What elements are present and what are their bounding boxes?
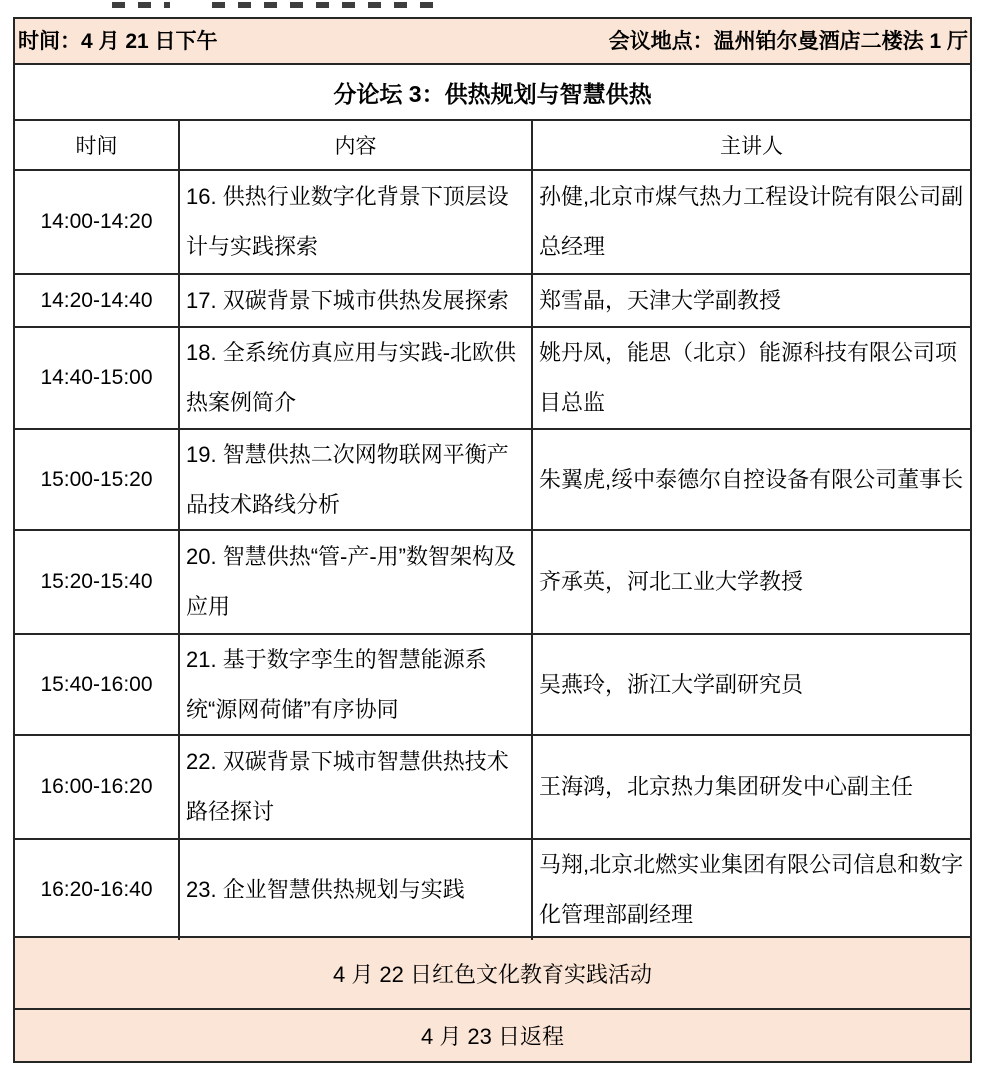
- table-row: [15, 169, 970, 273]
- content-cell: 21. 基于数字孪生的智慧能源系统“源网荷储”有序协同: [178, 635, 531, 735]
- content-cell: 22. 双碳背景下城市智慧供热技术路径探讨: [178, 736, 531, 838]
- column-header-speaker: 主讲人: [531, 121, 970, 169]
- forum-title: 分论坛 3：供热规划与智慧供热: [333, 80, 652, 107]
- time-cell: 15:20-15:40: [40, 570, 153, 593]
- forum-title-row: [15, 63, 970, 119]
- time-cell: 14:00-14:20: [40, 210, 153, 233]
- time-cell: 14:40-15:00: [40, 366, 153, 389]
- table-row: [15, 838, 970, 936]
- agenda-table: [13, 17, 972, 1063]
- venue-label: 会议地点：温州铂尔曼酒店二楼法 1 厅: [608, 29, 968, 53]
- return-row: [15, 1008, 970, 1061]
- time-cell: 15:00-15:20: [40, 468, 153, 491]
- speaker-cell: 齐承英，河北工业大学教授: [531, 531, 970, 633]
- time-cell: 16:00-16:20: [40, 775, 153, 798]
- content-cell: 19. 智慧供热二次网物联网平衡产品技术路线分析: [178, 430, 531, 530]
- speaker-cell: 王海鸿，北京热力集团研发中心副主任: [531, 736, 970, 838]
- speaker-cell: 姚丹凤，能思（北京）能源科技有限公司项目总监: [531, 328, 970, 428]
- content-cell: 20. 智慧供热“管-产-用”数智架构及应用: [178, 531, 531, 633]
- content-cell: 18. 全系统仿真应用与实践-北欧供热案例简介: [178, 328, 531, 428]
- speaker-cell: 朱翼虎,绥中泰德尔自控设备有限公司董事长: [531, 430, 970, 530]
- time-cell: 14:20-14:40: [40, 288, 153, 312]
- speaker-cell: 马翔,北京北燃实业集团有限公司信息和数字化管理部副经理: [531, 840, 970, 940]
- content-cell: 17. 双碳背景下城市供热发展探索: [178, 275, 531, 326]
- speaker-cell: 孙健,北京市煤气热力工程设计院有限公司副总经理: [531, 171, 970, 273]
- column-header-content: 内容: [178, 121, 531, 169]
- table-row: [15, 428, 970, 529]
- speaker-cell: 郑雪晶，天津大学副教授: [531, 275, 970, 326]
- table-row: [15, 734, 970, 838]
- time-cell: 15:40-16:00: [40, 673, 153, 696]
- column-header-row: [15, 119, 970, 169]
- speaker-cell: 吴燕玲，浙江大学副研究员: [531, 635, 970, 735]
- activity-row: [15, 936, 970, 1008]
- return-label: 4 月 23 日返程: [420, 1024, 565, 1049]
- clipped-text-fragment: [212, 2, 444, 8]
- content-cell: 16. 供热行业数字化背景下顶层设计与实践探索: [178, 171, 531, 273]
- table-row: [15, 633, 970, 734]
- session-time-label: 时间：4 月 21 日下午: [18, 29, 218, 53]
- column-header-time: 时间: [75, 135, 118, 158]
- content-cell: 23. 企业智慧供热规划与实践: [178, 840, 531, 940]
- activity-label: 4 月 22 日红色文化教育实践活动: [332, 961, 653, 987]
- time-cell: 16:20-16:40: [40, 878, 153, 901]
- table-row: [15, 273, 970, 326]
- meta-row: [15, 19, 970, 63]
- table-row: [15, 326, 970, 428]
- clipped-text-fragment: [112, 2, 170, 8]
- table-row: [15, 529, 970, 633]
